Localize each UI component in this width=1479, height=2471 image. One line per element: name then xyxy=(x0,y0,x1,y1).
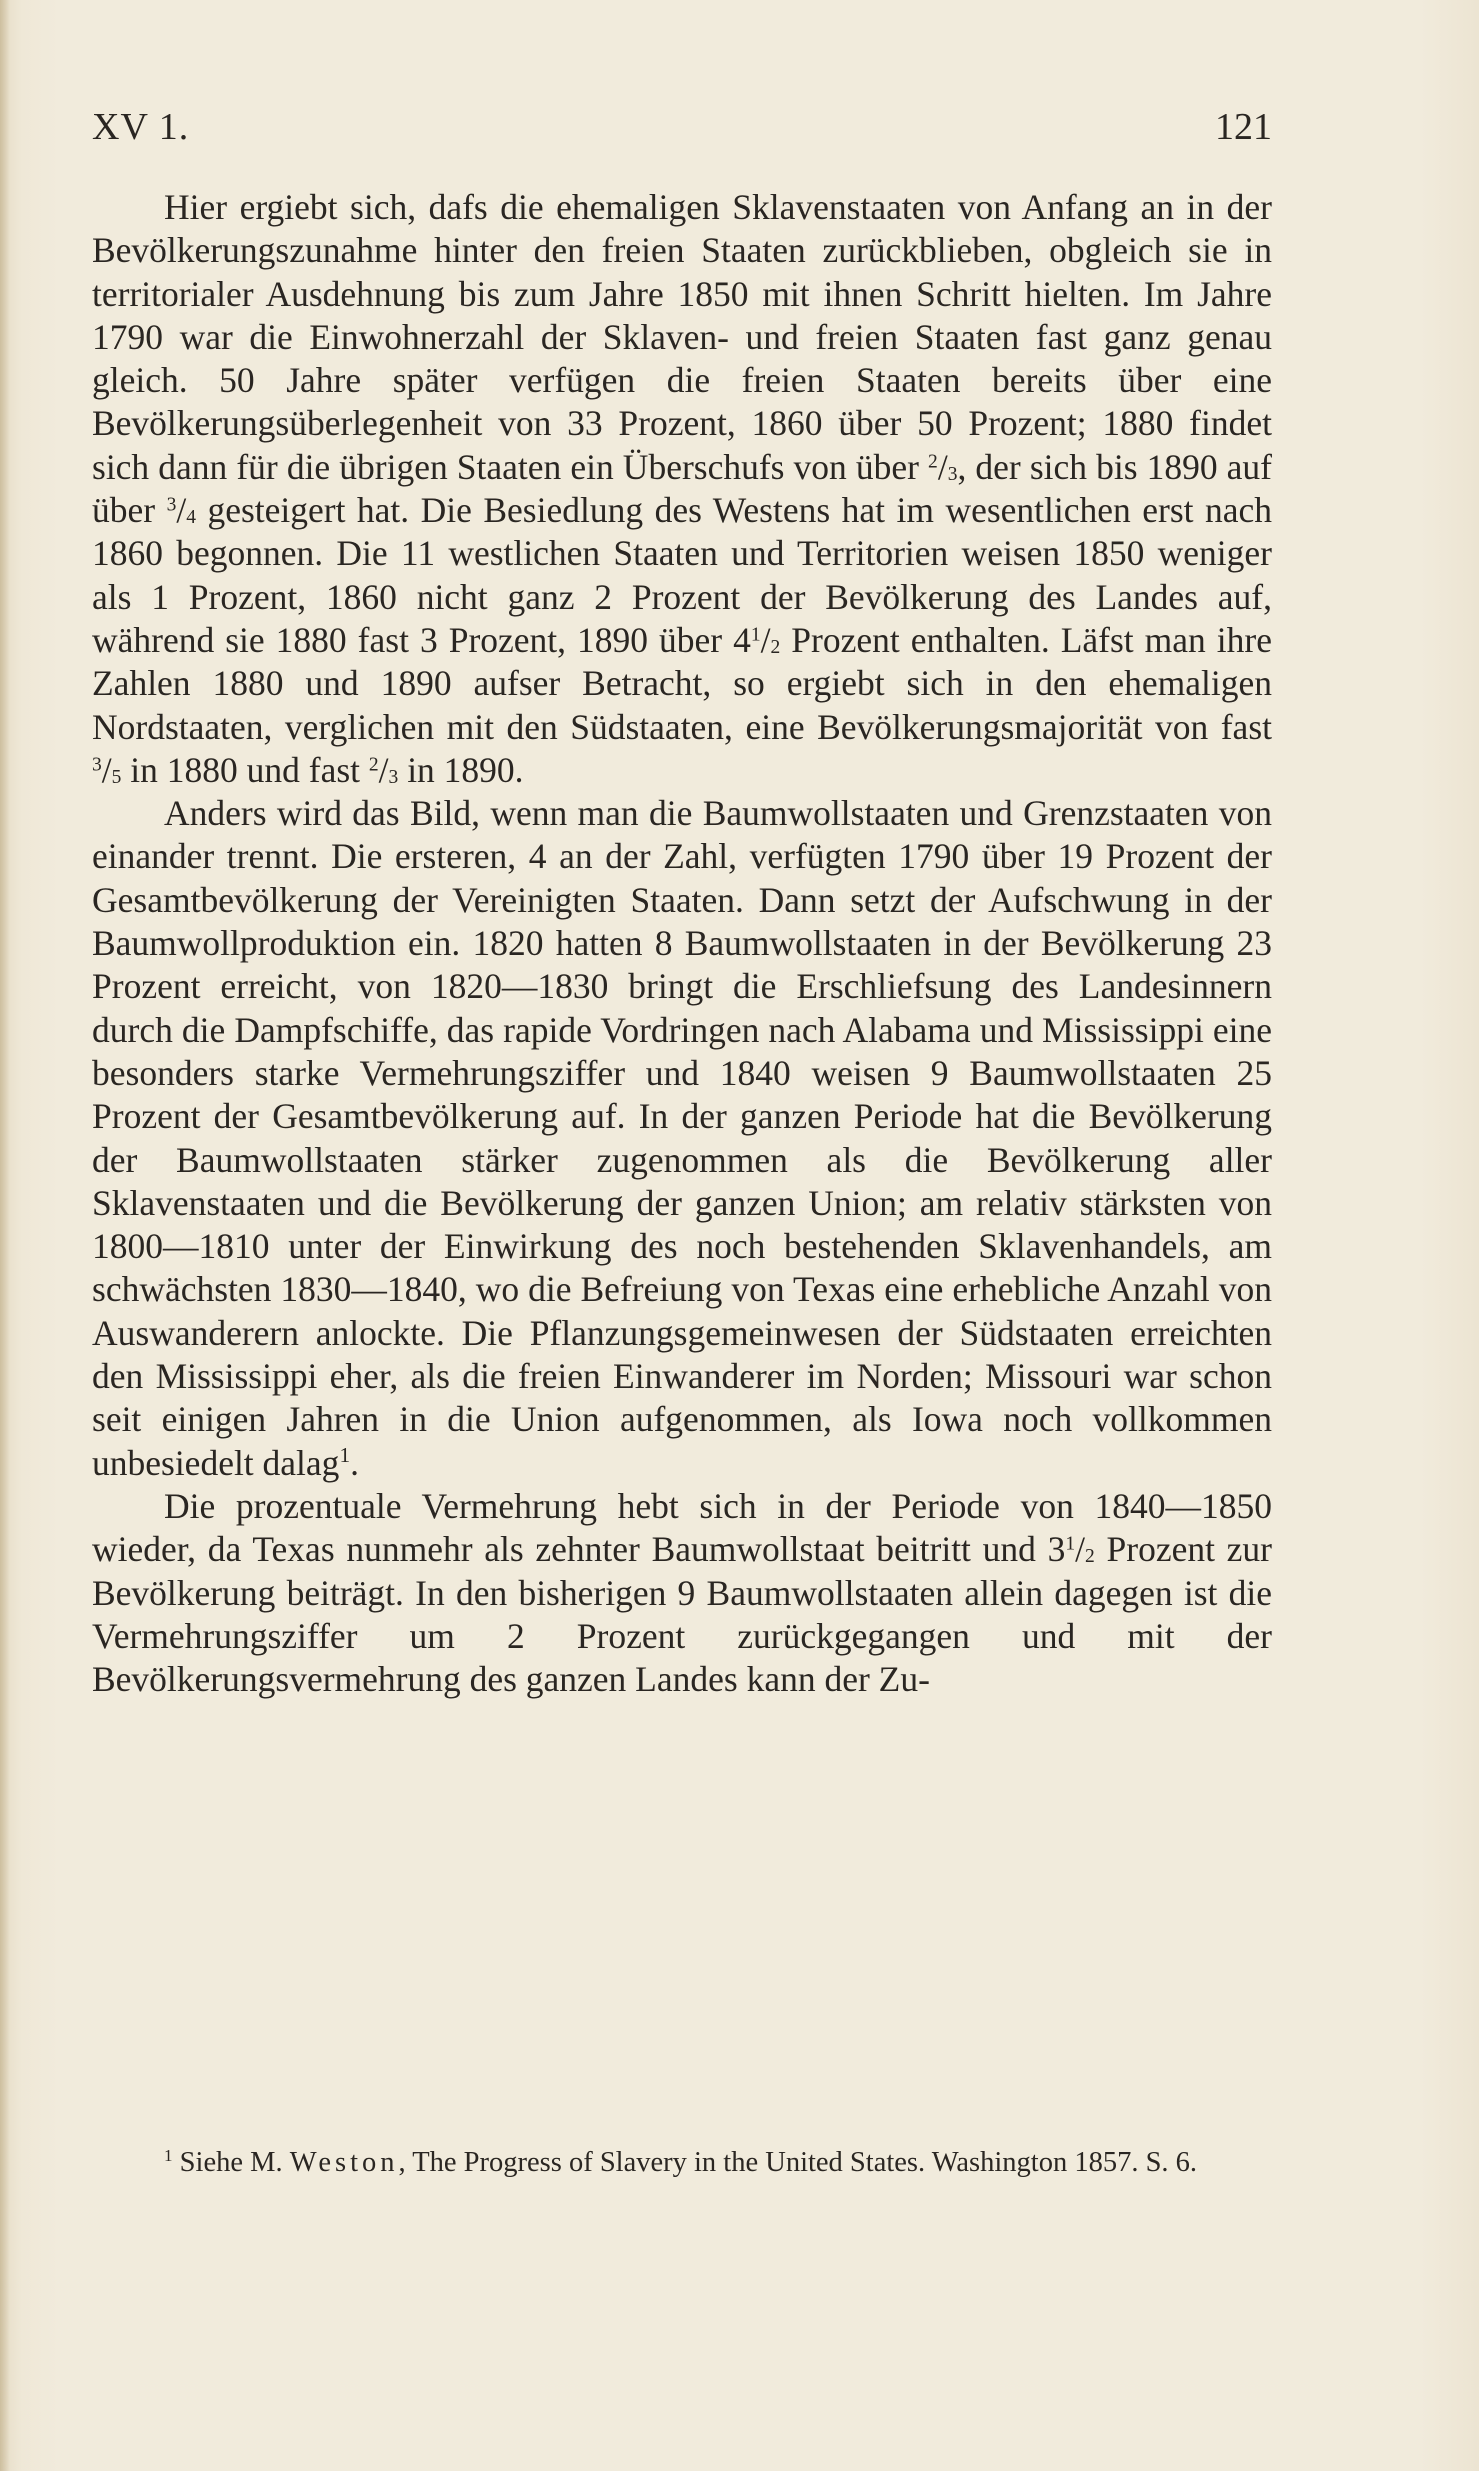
fraction xyxy=(1065,1529,1094,1569)
fraction-numerator: 1 xyxy=(1065,1533,1076,1555)
text-run: in 1890. xyxy=(398,749,524,790)
text-run: Hier ergiebt sich, dafs die ehemaligen Sklavenstaaten von Anfang an in der Bevölkerungszunahme hinter den freien Staaten zurückblieben, obgleich sie in territorialer Ausdehnung bis zum Jahre 1850 mit ihnen Schritt hielten. Im Jahre 1790 war die Einwohnerzahl der Sklaven- und freien Staaten fast ganz genau gleich. 50 Jahre später verfügen die freien Staaten bereits über eine Bevölkerungsüberlegenheit von 33 Prozent, 1860 über 50 Prozent; 1880 findet sich dann für die übrigen Staaten ein Überschufs von über xyxy=(92,187,1272,487)
fraction-slash: / xyxy=(378,749,389,790)
fraction-slash: / xyxy=(101,749,112,790)
text-run: Siehe M. xyxy=(179,2147,290,2178)
fraction-denominator: 3 xyxy=(947,463,958,485)
footnote xyxy=(92,2144,1272,2182)
footnote-reference: 1 xyxy=(339,1442,351,1467)
fraction xyxy=(369,750,398,790)
page-number: 121 xyxy=(1215,106,1272,148)
fraction xyxy=(167,490,196,530)
fraction-denominator: 2 xyxy=(770,636,781,658)
text-run: . xyxy=(350,1442,359,1483)
fraction-denominator: 3 xyxy=(388,766,399,788)
paragraph xyxy=(92,792,1272,1485)
series-signature: XV 1. xyxy=(92,106,190,148)
fraction-denominator: 4 xyxy=(186,507,196,529)
fraction xyxy=(751,620,780,660)
fraction-slash: / xyxy=(176,490,187,531)
fraction-denominator: 5 xyxy=(111,766,122,788)
fraction-slash: / xyxy=(760,619,771,660)
fraction-denominator: 2 xyxy=(1085,1546,1095,1568)
fraction xyxy=(92,750,121,790)
paragraph xyxy=(92,1485,1272,1701)
page-edge-shadow xyxy=(0,0,10,2471)
footnote-marker: 1 xyxy=(164,2145,173,2165)
text-run: in 1880 und fast xyxy=(121,749,369,790)
text-run: Die prozentuale Vermehrung hebt sich in der Periode von 1840—1850 wieder, da Texas nunmehr als zehnter Baumwollstaat beitritt und 3 xyxy=(92,1485,1272,1570)
text-run: , The Progress of Slavery in the United States. Washington 1857. S. 6. xyxy=(398,2147,1198,2178)
text-run: , der sich bis 1890 auf über xyxy=(92,446,1272,531)
text-run: gesteigert hat. Die Besiedlung des Westens hat im wesentlichen erst nach 1860 begonnen. Die 11 westlichen Staaten und Territorien weisen 1850 weniger als 1 Prozent, 1860 nicht ganz 2 Prozent der Bevölkerung des Landes auf, während sie 1880 fast 3 Prozent, 1890 über 4 xyxy=(92,490,1272,660)
fraction-numerator: 2 xyxy=(368,754,379,776)
fraction xyxy=(928,447,957,487)
body-text xyxy=(92,186,1272,1701)
fraction-numerator: 3 xyxy=(166,494,177,516)
running-head xyxy=(92,102,1272,152)
fraction-numerator: 2 xyxy=(928,451,938,473)
fraction-slash: / xyxy=(937,446,948,487)
paragraph xyxy=(92,186,1272,792)
fraction-numerator: 3 xyxy=(92,754,102,776)
text-run: Prozent zur Bevölkerung beiträgt. In den bisherigen 9 Baumwollstaaten allein dagegen ist die Vermehrungsziffer um 2 Prozent zurückgegangen und mit der Bevölkerungsvermehrung des ganzen Landes kann der Zu- xyxy=(92,1529,1272,1700)
text-run: Prozent enthalten. Läfst man ihre Zahlen 1880 und 1890 aufser Betracht, so ergiebt sich in den ehemaligen Nordstaaten, verglichen mit den Südstaaten, eine Bevölkerungsmajorität von fast xyxy=(92,619,1272,747)
fraction-numerator: 1 xyxy=(750,624,761,646)
author-name: Weston xyxy=(289,2147,399,2178)
text-run: Anders wird das Bild, wenn man die Baumwollstaaten und Grenzstaaten von einander trennt. Die ersteren, 4 an der Zahl, verfügten 1790 über 19 Prozent der Gesamtbevölkerung der Vereinigten Staaten. Dann setzt der Aufschwung in der Baumwollproduktion ein. 1820 hatten 8 Baumwollstaaten in der Bevölkerung 23 Prozent erreicht, von 1820—1830 bringt die Erschliefsung des Landesinnern durch die Dampfschiffe, das rapide Vordringen nach Alabama und Mississippi eine besonders starke Vermehrungsziffer und 1840 weisen 9 Baumwollstaaten 25 Prozent der Gesamtbevölkerung auf. In der ganzen Periode hat die Bevölkerung der Baumwollstaaten stärker zugenommen als die Bevölkerung aller Sklavenstaaten und die Bevölkerung der ganzen Union; am relativ stärksten von 1800—1810 unter der Einwirkung des noch bestehenden Sklavenhandels, am schwächsten 1830—1840, wo die Befreiung von Texas eine erhebliche Anzahl von Auswanderern anlockte. Die Pflanzungsgemeinwesen der Südstaaten erreichten den Mississippi eher, als die freien Einwanderer im Norden; Missouri war schon seit einigen Jahren in die Union aufgenommen, als Iowa noch vollkommen unbesiedelt dalag xyxy=(92,793,1272,1483)
fraction-slash: / xyxy=(1075,1529,1086,1570)
